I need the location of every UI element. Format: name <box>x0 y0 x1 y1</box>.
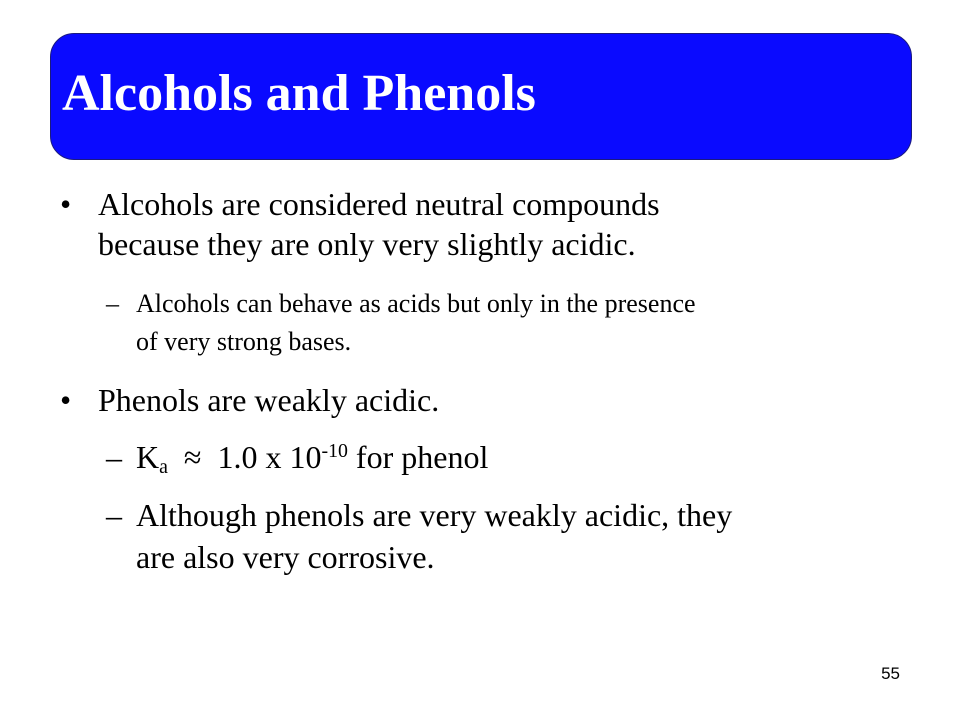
formula-suffix: for phenol <box>355 439 489 475</box>
bullet-text: Phenols are weakly acidic. <box>98 382 440 418</box>
sub-bullet-marker: – <box>106 497 122 533</box>
bullet-text <box>98 184 660 264</box>
bullet-line: Alcohols are considered neutral compounds <box>98 186 660 222</box>
sub-bullet-item <box>106 285 906 361</box>
sub-bullet-line: of very strong bases. <box>136 327 352 356</box>
bullet-item <box>60 380 920 420</box>
sub-bullet-item <box>106 494 906 578</box>
sub-bullet-text <box>136 285 696 361</box>
formula-mantissa: 1.0 x 10 <box>217 439 322 475</box>
sub-bullet-item <box>106 436 906 478</box>
ka-formula <box>136 436 488 478</box>
bullet-marker: • <box>60 186 72 222</box>
sub-bullet-line: Although phenols are very weakly acidic, they <box>136 497 733 533</box>
sub-bullet-text <box>136 494 732 578</box>
bullet-item <box>60 184 920 264</box>
title-banner <box>50 33 912 160</box>
sub-bullet-marker: – <box>106 289 119 318</box>
page-number: 55 <box>881 664 900 683</box>
bullet-marker: • <box>60 382 72 418</box>
sub-bullet-line: are also very corrosive. <box>136 539 435 575</box>
sub-bullet-line: Alcohols can behave as acids but only in the presence <box>136 289 696 318</box>
formula-subscript: a <box>159 455 168 478</box>
formula-exponent: -10 <box>321 440 348 463</box>
bullet-line: because they are only very slightly acidic. <box>98 226 636 262</box>
slide-title: Alcohols and Phenols <box>62 65 536 122</box>
formula-symbol: K <box>136 439 160 475</box>
approx-symbol: ≈ <box>183 439 202 475</box>
sub-bullet-marker: – <box>106 439 122 475</box>
